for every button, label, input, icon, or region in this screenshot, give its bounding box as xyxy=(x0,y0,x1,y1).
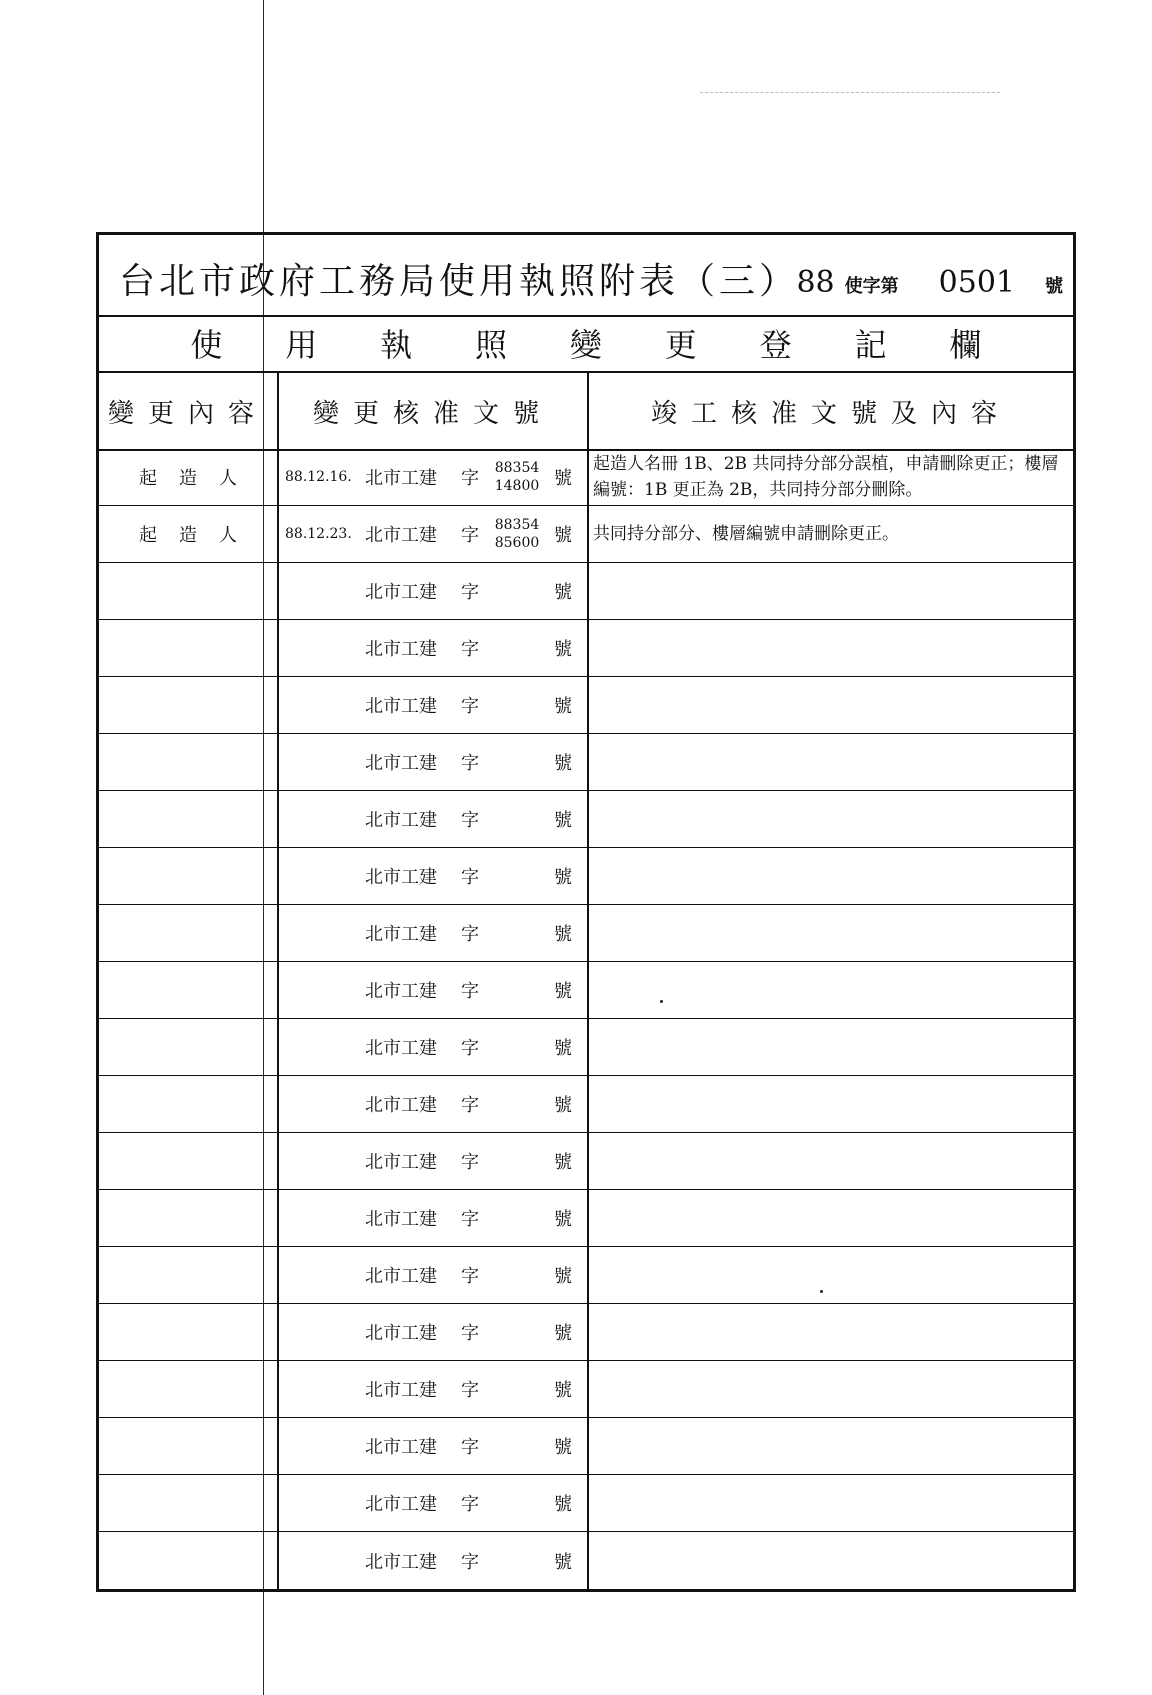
change-registration-form xyxy=(96,232,1076,1592)
permit-number: 0501 xyxy=(938,265,1015,300)
approval-zi: 字 xyxy=(461,525,479,546)
cell-approval-ref xyxy=(277,1361,587,1417)
approval-office: 北市工建 xyxy=(365,1380,437,1401)
approval-zi: 字 xyxy=(461,582,479,603)
table-row xyxy=(99,791,1073,848)
approval-number-top: 88354 xyxy=(494,517,540,533)
table-row xyxy=(99,1190,1073,1247)
section-title-char: 記 xyxy=(854,326,887,364)
cell-approval-ref xyxy=(277,1019,587,1075)
approval-office: 北市工建 xyxy=(365,639,437,660)
table-row xyxy=(99,677,1073,734)
cell-change-content xyxy=(99,962,277,1018)
cell-completion-content xyxy=(587,848,1073,904)
cell-approval-ref xyxy=(277,962,587,1018)
cell-change-content xyxy=(99,1190,277,1246)
cell-approval-ref xyxy=(277,620,587,676)
cell-completion-content xyxy=(587,1304,1073,1360)
section-title-char: 登 xyxy=(759,326,792,364)
approval-hao: 號 xyxy=(554,1266,572,1287)
cell-change-content: 起造人 xyxy=(139,468,259,489)
cell-completion-content xyxy=(587,1076,1073,1132)
scan-speck xyxy=(820,1290,823,1293)
approval-ref xyxy=(279,1376,587,1402)
approval-office: 北市工建 xyxy=(365,468,437,489)
section-title-row xyxy=(99,315,1073,373)
approval-ref xyxy=(279,1319,587,1345)
cell-change-content xyxy=(99,1361,277,1417)
approval-number-bottom: 85600 xyxy=(494,535,540,551)
approval-office: 北市工建 xyxy=(365,810,437,831)
cell-change-content xyxy=(99,1475,277,1531)
permit-prefix: 使字第 xyxy=(844,276,899,297)
section-title-char: 照 xyxy=(475,326,508,364)
approval-hao: 號 xyxy=(554,1437,572,1458)
cell-approval-ref xyxy=(277,449,587,505)
approval-office: 北市工建 xyxy=(365,867,437,888)
approval-hao: 號 xyxy=(554,1494,572,1515)
table-row xyxy=(99,1076,1073,1133)
approval-ref xyxy=(279,920,587,946)
cell-completion-content xyxy=(587,1190,1073,1246)
approval-office: 北市工建 xyxy=(365,1323,437,1344)
approval-hao: 號 xyxy=(554,1380,572,1401)
table-row xyxy=(99,1532,1073,1589)
cell-completion-content xyxy=(587,1532,1073,1589)
approval-ref xyxy=(279,1091,587,1117)
cell-completion-content xyxy=(587,620,1073,676)
approval-ref xyxy=(279,459,587,495)
cell-change-content xyxy=(99,905,277,961)
approval-date: 88.12.16. xyxy=(285,469,352,485)
table-row xyxy=(99,1361,1073,1418)
approval-office: 北市工建 xyxy=(365,1209,437,1230)
cell-change-content xyxy=(99,620,277,676)
approval-zi: 字 xyxy=(461,810,479,831)
table-row xyxy=(99,1418,1073,1475)
approval-hao: 號 xyxy=(554,1209,572,1230)
approval-ref xyxy=(279,749,587,775)
cell-completion-content xyxy=(587,905,1073,961)
approval-zi: 字 xyxy=(461,1323,479,1344)
approval-zi: 字 xyxy=(461,1380,479,1401)
cell-change-content xyxy=(99,1133,277,1189)
table-row xyxy=(99,905,1073,962)
cell-approval-ref xyxy=(277,677,587,733)
form-title: 台北市政府工務局使用執照附表（三） xyxy=(119,261,800,302)
table-row xyxy=(99,563,1073,620)
table-row xyxy=(99,1475,1073,1532)
cell-change-content: 起造人 xyxy=(139,525,259,546)
permit-number-block xyxy=(796,265,1063,300)
approval-ref xyxy=(279,1490,587,1516)
approval-hao: 號 xyxy=(554,696,572,717)
table-row xyxy=(99,848,1073,905)
approval-hao: 號 xyxy=(554,525,572,546)
approval-hao: 號 xyxy=(554,1038,572,1059)
cell-completion-content xyxy=(587,1361,1073,1417)
cell-completion-content xyxy=(587,791,1073,847)
cell-change-content xyxy=(99,1304,277,1360)
header-completion: 竣工核准文號及內容 xyxy=(587,373,1073,449)
cell-approval-ref xyxy=(277,1247,587,1303)
permit-suffix: 號 xyxy=(1045,276,1063,297)
approval-office: 北市工建 xyxy=(365,582,437,603)
cell-change-content xyxy=(99,1076,277,1132)
approval-ref xyxy=(279,1433,587,1459)
cell-completion-content: 共同持分部分、樓層編號申請刪除更正。 xyxy=(587,506,1073,562)
approval-hao: 號 xyxy=(554,1323,572,1344)
cell-completion-content xyxy=(587,1418,1073,1474)
table-row xyxy=(99,506,1073,563)
table-row xyxy=(99,620,1073,677)
approval-office: 北市工建 xyxy=(365,1437,437,1458)
approval-zi: 字 xyxy=(461,1437,479,1458)
cell-change-content xyxy=(99,1247,277,1303)
approval-ref xyxy=(279,692,587,718)
permit-year: 88 xyxy=(796,265,835,300)
cell-change-content xyxy=(99,563,277,619)
cell-approval-ref xyxy=(277,1532,587,1589)
approval-hao: 號 xyxy=(554,582,572,603)
scan-artifact-dashes xyxy=(700,92,1000,93)
cell-completion-content xyxy=(587,1133,1073,1189)
title-row xyxy=(99,235,1073,317)
table-body xyxy=(99,449,1073,1589)
approval-zi: 字 xyxy=(461,1038,479,1059)
cell-approval-ref xyxy=(277,848,587,904)
approval-hao: 號 xyxy=(554,753,572,774)
approval-numbers xyxy=(485,459,549,495)
approval-office: 北市工建 xyxy=(365,1038,437,1059)
cell-completion-content xyxy=(587,1247,1073,1303)
approval-hao: 號 xyxy=(554,1095,572,1116)
approval-zi: 字 xyxy=(461,639,479,660)
header-approval-ref: 變更核准文號 xyxy=(277,373,587,449)
approval-office: 北市工建 xyxy=(365,1152,437,1173)
approval-ref xyxy=(279,635,587,661)
approval-zi: 字 xyxy=(461,867,479,888)
table-row xyxy=(99,449,1073,506)
scan-speck xyxy=(660,1000,663,1003)
approval-zi: 字 xyxy=(461,1209,479,1230)
cell-completion-content xyxy=(587,962,1073,1018)
approval-hao: 號 xyxy=(554,639,572,660)
table-row xyxy=(99,1133,1073,1190)
approval-office: 北市工建 xyxy=(365,1551,437,1573)
approval-number-bottom: 14800 xyxy=(494,478,540,494)
approval-zi: 字 xyxy=(461,1266,479,1287)
cell-completion-content xyxy=(587,734,1073,790)
approval-zi: 字 xyxy=(461,1551,479,1573)
cell-completion-content xyxy=(587,1475,1073,1531)
approval-zi: 字 xyxy=(461,924,479,945)
cell-completion-content xyxy=(587,563,1073,619)
approval-ref xyxy=(279,1205,587,1231)
approval-hao: 號 xyxy=(554,867,572,888)
approval-zi: 字 xyxy=(461,696,479,717)
section-title-char: 執 xyxy=(380,326,413,364)
approval-office: 北市工建 xyxy=(365,981,437,1002)
cell-approval-ref xyxy=(277,1133,587,1189)
cell-change-content xyxy=(99,791,277,847)
approval-office: 北市工建 xyxy=(365,1494,437,1515)
cell-approval-ref xyxy=(277,506,587,562)
cell-approval-ref xyxy=(277,1475,587,1531)
approval-office: 北市工建 xyxy=(365,525,437,546)
header-change-content: 變更內容 xyxy=(107,398,268,429)
cell-approval-ref xyxy=(277,1304,587,1360)
approval-hao: 號 xyxy=(554,924,572,945)
section-title-char: 用 xyxy=(285,326,318,364)
section-title-char: 使 xyxy=(190,326,223,364)
approval-ref xyxy=(279,1148,587,1174)
approval-ref xyxy=(279,1034,587,1060)
approval-ref xyxy=(279,1262,587,1288)
cell-approval-ref xyxy=(277,734,587,790)
table-row xyxy=(99,734,1073,791)
table-row xyxy=(99,1247,1073,1304)
approval-ref xyxy=(279,977,587,1003)
cell-approval-ref xyxy=(277,1418,587,1474)
cell-change-content xyxy=(99,677,277,733)
approval-office: 北市工建 xyxy=(365,1266,437,1287)
cell-completion-content xyxy=(587,1019,1073,1075)
section-title-char: 欄 xyxy=(949,326,982,364)
approval-number-top: 88354 xyxy=(494,460,540,476)
table-header-row xyxy=(99,373,1073,451)
cell-change-content xyxy=(99,734,277,790)
approval-ref xyxy=(279,806,587,832)
approval-office: 北市工建 xyxy=(365,696,437,717)
cell-completion-content xyxy=(587,677,1073,733)
approval-numbers xyxy=(485,516,549,552)
cell-change-content xyxy=(99,1019,277,1075)
approval-ref xyxy=(279,863,587,889)
cell-change-content xyxy=(99,1532,277,1589)
table-row xyxy=(99,1019,1073,1076)
approval-hao: 號 xyxy=(554,810,572,831)
cell-approval-ref xyxy=(277,563,587,619)
cell-approval-ref xyxy=(277,791,587,847)
approval-zi: 字 xyxy=(461,753,479,774)
approval-office: 北市工建 xyxy=(365,753,437,774)
approval-date: 88.12.23. xyxy=(285,526,352,542)
approval-zi: 字 xyxy=(461,1152,479,1173)
cell-approval-ref xyxy=(277,1076,587,1132)
approval-zi: 字 xyxy=(461,468,479,489)
approval-hao: 號 xyxy=(554,468,572,489)
cell-approval-ref xyxy=(277,905,587,961)
approval-office: 北市工建 xyxy=(365,1095,437,1116)
approval-ref xyxy=(279,1548,587,1574)
cell-completion-content: 起造人名冊 1B、2B 共同持分部分誤植，申請刪除更正；樓層編號：1B 更正為 2B，共同持分部分刪除。 xyxy=(587,449,1073,505)
approval-hao: 號 xyxy=(554,1152,572,1173)
approval-ref xyxy=(279,516,587,552)
section-title-char: 變 xyxy=(569,326,602,364)
approval-zi: 字 xyxy=(461,981,479,1002)
cell-approval-ref xyxy=(277,1190,587,1246)
approval-hao: 號 xyxy=(554,1551,572,1573)
section-title-char: 更 xyxy=(664,326,697,364)
cell-change-content xyxy=(99,1418,277,1474)
approval-hao: 號 xyxy=(554,981,572,1002)
approval-zi: 字 xyxy=(461,1494,479,1515)
table-row xyxy=(99,1304,1073,1361)
approval-zi: 字 xyxy=(461,1095,479,1116)
approval-office: 北市工建 xyxy=(365,924,437,945)
table-row xyxy=(99,962,1073,1019)
approval-ref xyxy=(279,578,587,604)
cell-change-content xyxy=(99,848,277,904)
